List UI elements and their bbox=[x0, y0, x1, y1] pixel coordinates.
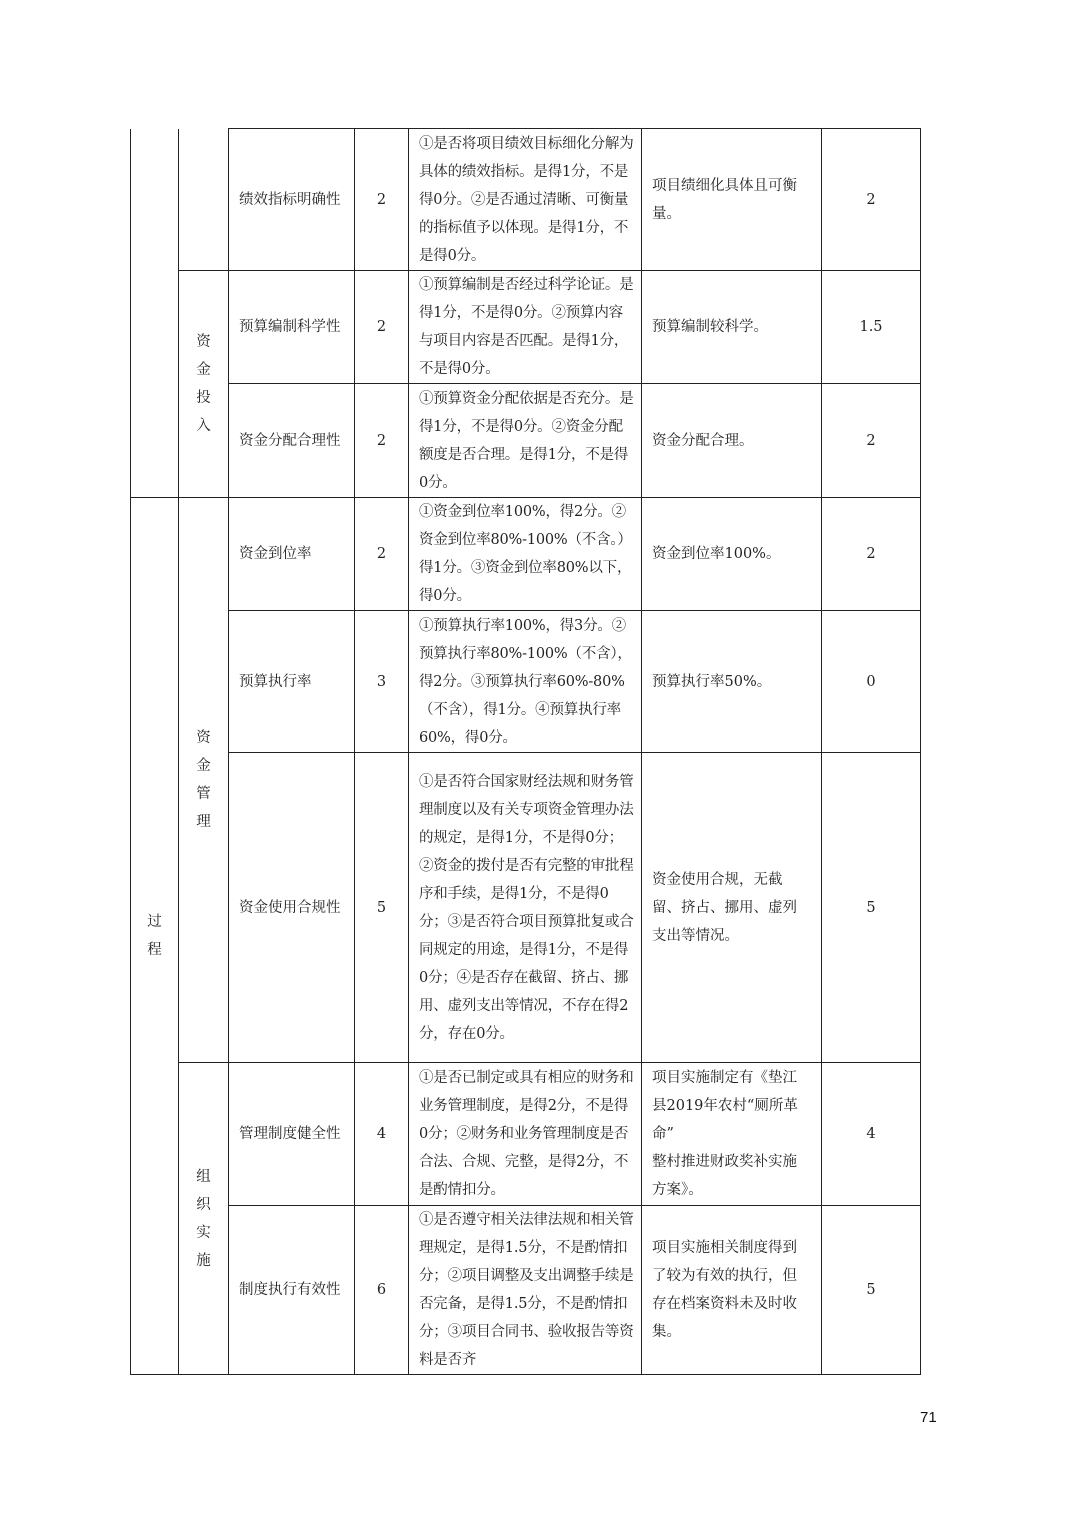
score-cell: 5 bbox=[822, 753, 921, 1063]
weight-cell: 2 bbox=[355, 498, 409, 611]
weight-cell: 2 bbox=[355, 271, 409, 384]
score-cell: 4 bbox=[822, 1063, 921, 1206]
score-cell: 0 bbox=[822, 611, 921, 753]
criteria-cell: ①预算资金分配依据是否充分。是得1分，不是得0分。②资金分配额度是否合理。是得1分，不是得0分。 bbox=[409, 384, 642, 498]
indicator-cell: 预算执行率 bbox=[229, 611, 355, 753]
level2-label: 资金投入 bbox=[196, 334, 211, 434]
criteria-cell: ①资金到位率100%，得2分。②资金到位率80%-100%（不含。）得1分。③资金到位率80%以下，得0分。 bbox=[409, 498, 642, 611]
indicator-cell: 预算编制科学性 bbox=[229, 271, 355, 384]
level2-cell bbox=[179, 271, 229, 498]
result-line: 整村推进财政奖补实施方案》。 bbox=[652, 1154, 797, 1198]
level2-cell-continued bbox=[179, 129, 229, 271]
table-row bbox=[131, 129, 921, 271]
table-row bbox=[131, 384, 921, 498]
evaluation-table bbox=[130, 128, 921, 1375]
indicator-cell: 资金分配合理性 bbox=[229, 384, 355, 498]
level1-cell bbox=[131, 498, 179, 1375]
weight-cell: 2 bbox=[355, 384, 409, 498]
table-row bbox=[131, 753, 921, 1063]
score-cell: 2 bbox=[822, 384, 921, 498]
weight-cell: 2 bbox=[355, 129, 409, 271]
level1-label: 过程 bbox=[147, 914, 162, 958]
result-cell: 项目绩细化具体且可衡量。 bbox=[642, 129, 822, 271]
level2-label: 组织实施 bbox=[196, 1168, 211, 1269]
weight-cell: 3 bbox=[355, 611, 409, 753]
result-cell: 资金使用合规，无截留、挤占、挪用、虚列支出等情况。 bbox=[642, 753, 822, 1063]
indicator-cell: 制度执行有效性 bbox=[229, 1206, 355, 1375]
score-cell: 2 bbox=[822, 129, 921, 271]
weight-cell: 6 bbox=[355, 1206, 409, 1375]
table-row bbox=[131, 498, 921, 611]
result-cell: 资金分配合理。 bbox=[642, 384, 822, 498]
level2-label: 资金管理 bbox=[196, 730, 211, 830]
indicator-cell: 资金使用合规性 bbox=[229, 753, 355, 1063]
indicator-cell: 绩效指标明确性 bbox=[229, 129, 355, 271]
score-cell: 1.5 bbox=[822, 271, 921, 384]
table-row bbox=[131, 1206, 921, 1375]
table-row bbox=[131, 271, 921, 384]
table-row bbox=[131, 611, 921, 753]
indicator-cell: 资金到位率 bbox=[229, 498, 355, 611]
result-cell: 预算编制较科学。 bbox=[642, 271, 822, 384]
weight-cell: 4 bbox=[355, 1063, 409, 1206]
result-cell: 项目实施相关制度得到了较为有效的执行，但存在档案资料未及时收集。 bbox=[642, 1206, 822, 1375]
criteria-cell: ①是否将项目绩效目标细化分解为具体的绩效指标。是得1分，不是得0分。②是否通过清晰、可衡量的指标值予以体现。是得1分，不是得0分。 bbox=[409, 129, 642, 271]
criteria-cell: ①是否符合国家财经法规和财务管理制度以及有关专项资金管理办法的规定，是得1分，不是得0分；②资金的拨付是否有完整的审批程序和手续，是得1分，不是得0分；③是否符合项目预算批复或合同规定的用途，是得1分，不是得0分；④是否存在截留、挤占、挪用、虚列支出等情况，不存在得2分，存在0分。 bbox=[409, 753, 642, 1063]
result-cell: 资金到位率100%。 bbox=[642, 498, 822, 611]
level2-cell bbox=[179, 1063, 229, 1375]
result-cell: 预算执行率50%。 bbox=[642, 611, 822, 753]
score-cell: 5 bbox=[822, 1206, 921, 1375]
page-number: 71 bbox=[920, 1409, 937, 1426]
weight-cell: 5 bbox=[355, 753, 409, 1063]
level2-cell bbox=[179, 498, 229, 1063]
result-line: 项目实施制定有《垫江县2019年农村“厕所革命” bbox=[652, 1070, 798, 1142]
level1-cell-continued bbox=[131, 129, 179, 498]
criteria-cell: ①是否已制定或具有相应的财务和业务管理制度，是得2分，不是得0分；②财务和业务管理制度是否合法、合规、完整，是得2分，不是酌情扣分。 bbox=[409, 1063, 642, 1206]
criteria-cell: ①预算编制是否经过科学论证。是得1分，不是得0分。②预算内容与项目内容是否匹配。是得1分，不是得0分。 bbox=[409, 271, 642, 384]
score-cell: 2 bbox=[822, 498, 921, 611]
criteria-cell: ①预算执行率100%，得3分。②预算执行率80%-100%（不含），得2分。③预算执行率60%-80%（不含），得1分。④预算执行率60%，得0分。 bbox=[409, 611, 642, 753]
table-row bbox=[131, 1063, 921, 1206]
indicator-cell: 管理制度健全性 bbox=[229, 1063, 355, 1206]
criteria-cell: ①是否遵守相关法律法规和相关管理规定，是得1.5分，不是酌情扣分；②项目调整及支出调整手续是否完备，是得1.5分，不是酌情扣分；③项目合同书、验收报告等资料是否齐 bbox=[409, 1206, 642, 1375]
result-cell bbox=[642, 1063, 822, 1206]
